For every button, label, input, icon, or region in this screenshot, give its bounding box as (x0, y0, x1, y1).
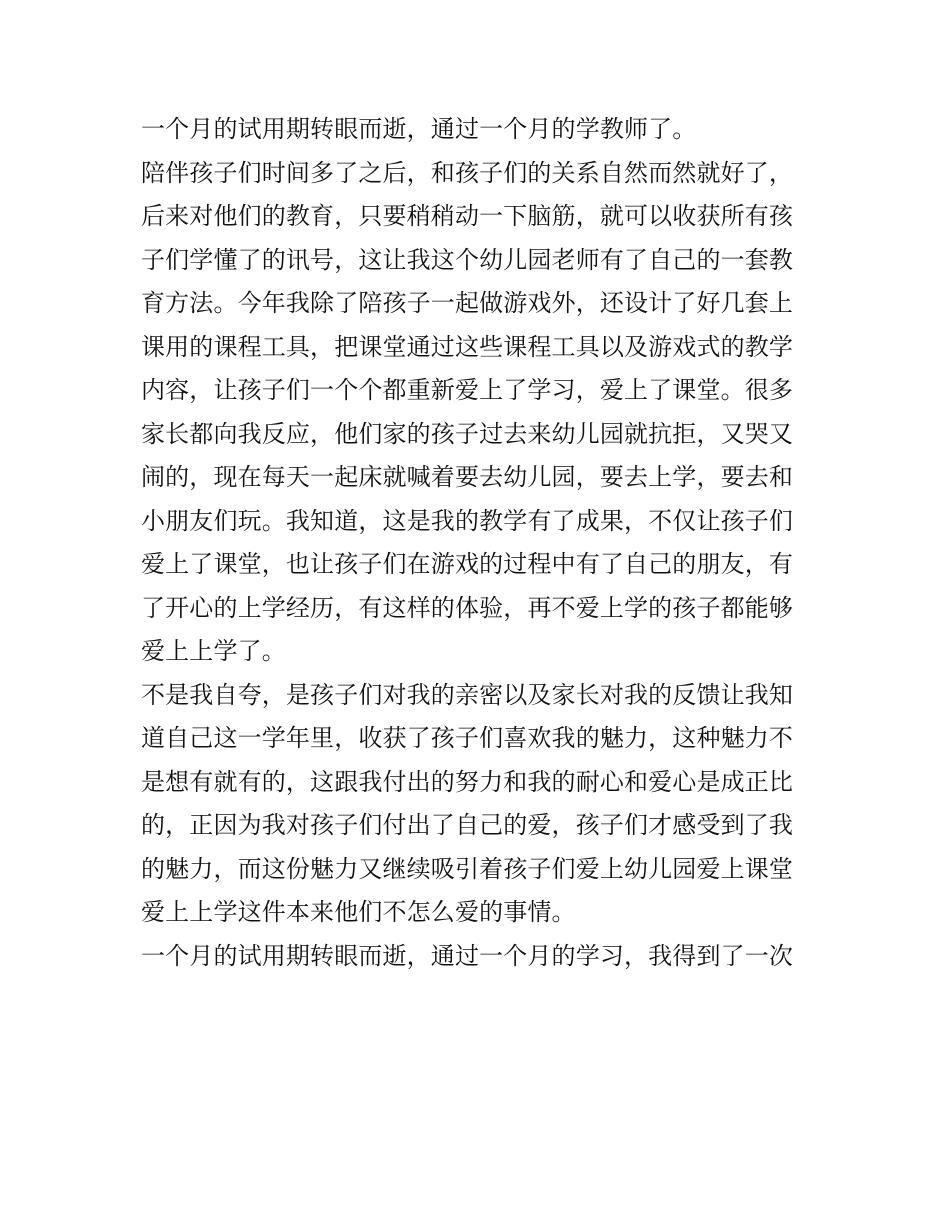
text-line: 小朋友们玩。我知道，这是我的教学有了成果，不仅让孩子们 (141, 506, 794, 535)
text-line: 的魅力，而这份魅力又继续吸引着孩子们爱上幼儿园爱上课堂 (141, 854, 794, 883)
text-line: 后来对他们的教育，只要稍稍动一下脑筋，就可以收获所有孩 (141, 202, 794, 230)
text-line: 道自己这一学年里，收获了孩子们喜欢我的魅力，这种魅力不 (141, 724, 794, 752)
text-line: 家长都向我反应，他们家的孩子过去来幼儿园就抗拒，又哭又 (141, 419, 794, 448)
text-line: 子们学懂了的讯号，这让我这个幼儿园老师有了自己的一套教 (141, 245, 794, 274)
text-line: 是想有就有的，这跟我付出的努力和我的耐心和爱心是成正比 (141, 767, 794, 796)
text-line: 爱上上学了。 (141, 637, 286, 665)
text-line: 不是我自夸，是孩子们对我的亲密以及家长对我的反馈让我知 (141, 680, 794, 709)
text-line: 内容，让孩子们一个个都重新爱上了学习，爱上了课堂。很多 (141, 376, 794, 404)
text-line: 课用的课程工具，把课堂通过这些课程工具以及游戏式的教学 (141, 332, 794, 361)
text-line: 闹的，现在每天一起床就喊着要去幼儿园，要去上学，要去和 (141, 463, 794, 491)
body-text (141, 108, 821, 978)
text-line: 陪伴孩子们时间多了之后，和孩子们的关系自然而然就好了， (141, 158, 794, 187)
text-line: 一个月的试用期转眼而逝，通过一个月的学习，我得到了一次 (141, 941, 794, 970)
text-line: 爱上了课堂，也让孩子们在游戏的过程中有了自己的朋友，有 (141, 550, 794, 578)
text-line: 了开心的上学经历，有这样的体验，再不爱上学的孩子都能够 (141, 593, 794, 622)
text-line: 育方法。今年我除了陪孩子一起做游戏外，还设计了好几套上 (141, 289, 794, 317)
text-line: 爱上上学这件本来他们不怎么爱的事情。 (141, 898, 576, 926)
text-line: 的，正因为我对孩子们付出了自己的爱，孩子们才感受到了我 (141, 811, 794, 839)
text-line: 一个月的试用期转眼而逝，通过一个月的学教师了。 (141, 115, 697, 143)
